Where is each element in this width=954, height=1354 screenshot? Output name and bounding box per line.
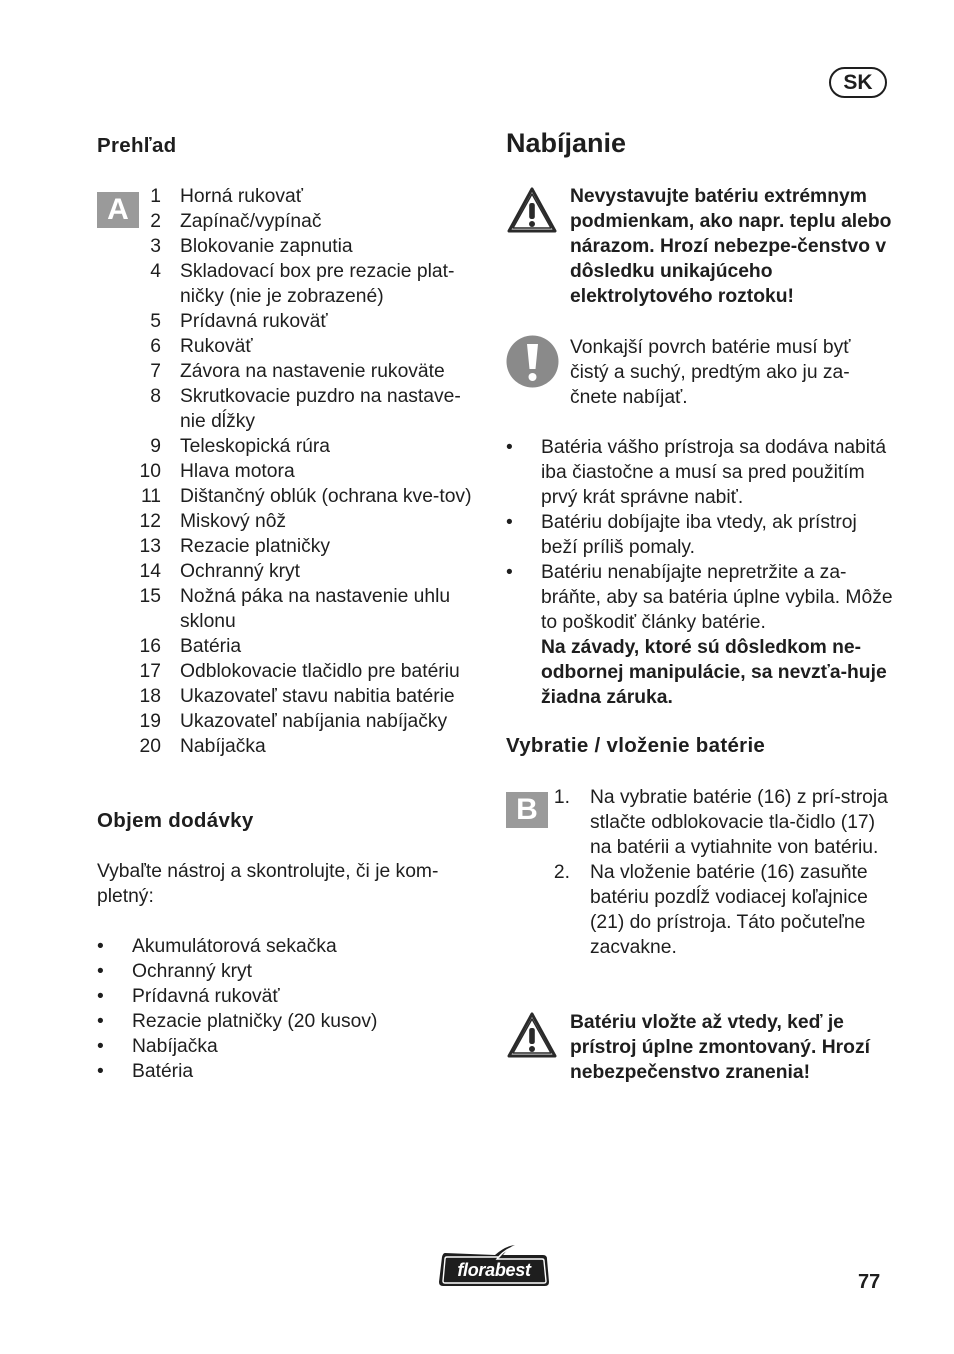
battery-removal-heading: Vybratie / vloženie batérie <box>506 734 766 757</box>
list-item: • Batéria <box>97 1061 194 1082</box>
part-item: 19 Ukazovateľ nabíjania nabíjačky <box>139 711 448 732</box>
part-item: 3 Blokovanie zapnutia <box>150 236 353 257</box>
part-item: 9 Teleskopická rúra <box>150 436 331 457</box>
logo-text: florabest <box>457 1260 531 1280</box>
delivery-intro: Vybaľte nástroj a skontrolujte, či je kom-pletný: <box>97 861 439 907</box>
part-item: 2 Zapínač/vypínač <box>150 211 322 232</box>
warranty-note: Na závady, ktoré sú dôsledkom ne-odbornej manipulácie, sa nevzťa-huje žiadna záruka. <box>541 637 887 708</box>
part-item: 13 Rezacie platničky <box>139 536 331 557</box>
part-item: 5 Prídavná rukoväť <box>150 311 328 332</box>
assembly-warning-text: Batériu vložte až vtedy, keď je prístroj úplne zmontovaný. Hrozí nebezpečenstvo zranenia! <box>570 1012 870 1083</box>
parts-list <box>130 184 490 759</box>
list-item: • Batériu dobíjajte iba vtedy, ak prístroj beží príliš pomaly. <box>506 512 857 558</box>
part-item: 6 Rukoväť <box>150 336 253 357</box>
exclamation-circle-icon <box>506 335 559 388</box>
list-item: • Ochranný kryt <box>97 961 253 982</box>
list-item: • Akumulátorová sekačka <box>97 936 337 957</box>
part-item: 20 Nabíjačka <box>139 736 266 757</box>
part-item: 15 Nožná páka na nastavenie uhlu sklonu <box>139 586 451 632</box>
list-item: 1. Na vybratie batérie (16) z prí-stroja stlačte odblokovacie tla-čidlo (17) na batérii a vytiahnite von batériu. <box>553 787 888 858</box>
figure-a-label: A <box>97 192 139 228</box>
list-item: 2. Na vloženie batérie (16) zasuňte batériu pozdĺž vodiacej koľajnice (21) do prístroja. Táto počuteľne zacvakne. <box>553 862 868 958</box>
florabest-logo <box>437 1243 551 1289</box>
list-item: • Nabíjačka <box>97 1036 218 1057</box>
warning-triangle-icon <box>506 186 558 234</box>
list-item: • Batéria vášho prístroja sa dodáva nabitá iba čiastočne a musí sa pred použitím prvý krát správne nabiť. <box>506 437 887 508</box>
part-item: 8 Skrutkovacie puzdro na nastave-nie dĺžky <box>150 386 461 432</box>
charging-bullets <box>506 435 896 710</box>
part-item: 7 Závora na nastavenie rukoväte <box>150 361 445 382</box>
list-item: • Rezacie platničky (20 kusov) <box>97 1011 378 1032</box>
battery-surface-notice: Vonkajší povrch batérie musí byť čistý a suchý, predtým ako ju za-čnete nabíjať. <box>570 337 851 408</box>
part-item: 1 Horná rukovať <box>150 186 303 207</box>
battery-steps <box>550 785 895 960</box>
list-item: • Prídavná rukoväť <box>97 986 280 1007</box>
part-item: 4 Skladovací box pre rezacie plat-ničky (nie je zobrazené) <box>150 261 455 307</box>
battery-warning-text: Nevystavujte batériu extrémnym podmienkam, ako napr. teplu alebo nárazom. Hrozí nebezpe-čenstvo v dôsledku unikajúceho elektrolytového roztoku! <box>570 186 892 307</box>
warning-triangle-icon <box>506 1011 558 1059</box>
language-badge: SK <box>829 67 887 98</box>
charging-heading: Nabíjanie <box>506 128 627 158</box>
list-item: • Batériu nenabíjajte nepretržite a za-bráňte, aby sa batéria úplne vybila. Môže to poškodiť články batérie. Na závady, ktoré sú dôsledkom ne-odbornej manipulácie, sa nevzťa-huje žiadna záruka. <box>506 562 893 708</box>
part-item: 17 Odblokovacie tlačidlo pre batériu <box>139 661 460 682</box>
part-item: 18 Ukazovateľ stavu nabitia batérie <box>139 686 455 707</box>
part-item: 10 Hlava motora <box>139 461 295 482</box>
part-item: 11 Dištančný oblúk (ochrana kve-tov) <box>140 486 472 507</box>
part-item: 12 Miskový nôž <box>139 511 287 532</box>
overview-heading: Prehľad <box>97 134 177 157</box>
page-number: 77 <box>858 1271 881 1293</box>
figure-b-label: B <box>506 792 548 828</box>
part-item: 14 Ochranný kryt <box>139 561 301 582</box>
delivery-list <box>97 934 487 1084</box>
delivery-heading: Objem dodávky <box>97 809 254 832</box>
part-item: 16 Batéria <box>139 636 242 657</box>
